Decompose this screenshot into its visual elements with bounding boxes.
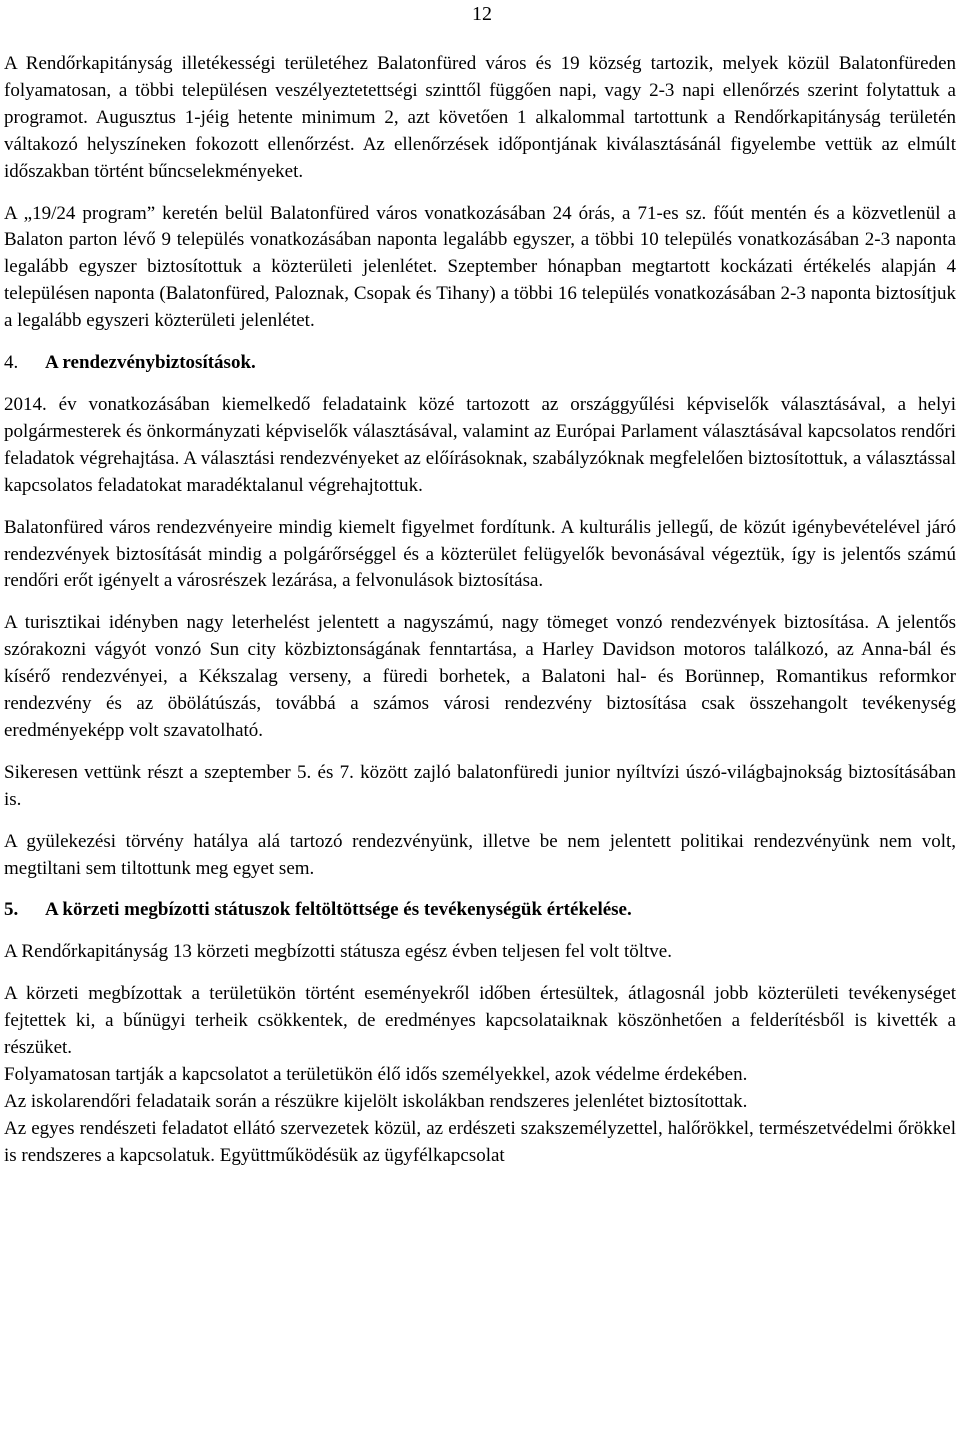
paragraph-19-24-program: A „19/24 program” keretén belül Balatonfüred város vonatkozásában 24 órás, a 71-es sz. főút mentén és a közvetlenül a Balaton parton lévő 9 település vonatkozásában naponta legalább egyszer, a többi 10 település vonatkozásában 2-3 naponta legalább egyszer biztosítottuk a közterületi jelenlétet. Szeptember hónapban megtartott kockázati értékelés alapján 4 településen naponta (Balatonfüred, Paloznak, Csopak és Tihany) a többi 16 település vonatkozásában 2-3 naponta biztosítjuk a legalább egyszeri közterületi jelenlétet. — [4, 202, 956, 332]
section-title: A körzeti megbízotti státuszok feltöltöttsége és tevékenységük értékelése. — [45, 899, 632, 921]
section-heading-5 — [4, 897, 956, 924]
section-number: 4. — [4, 352, 19, 374]
section-number: 5. — [4, 899, 19, 921]
page-number: 12 — [472, 3, 492, 25]
document-body — [4, 51, 956, 1170]
paragraph-district-officers: A körzeti megbízottak a területükön történt eseményekről időben értesültek, átlagosnál jobb közterületi tevékenységet fejtettek ki, a bűnügyi terheik csökkentek, de eredményes kapcsolataiknak köszönhetően a felderítésből is kivették a részüket. — [4, 983, 956, 1059]
paragraph-assembly-law: A gyülekezési törvény hatálya alá tartozó rendezvényünk, illetve be nem jelentett politikai rendezvényünk nem volt, megtiltani sem tiltottunk meg egyet sem. — [4, 830, 956, 879]
paragraph-elderly-contact: Folyamatosan tartják a kapcsolatot a területükön élő idős személyekkel, azok védelme érdekében. — [4, 1064, 748, 1085]
section-title: A rendezvénybiztosítások. — [45, 352, 256, 374]
paragraph-program: A Rendőrkapitányság illetékességi területéhez Balatonfüred város és 19 község tartozik, melyek közül Balatonfüreden folyamatosan, a többi településen veszélyeztetettségi szinttől függően napi, vagy 2-3 napi ellenőrzés szerint folytattuk a programot. Augusztus 1-jéig hetente minimum 2, azt követően 1 alkalommal tartottunk a Rendőrkapitányság területén váltakozó helyszíneken fokozott ellenőrzést. Az ellenőrzések időpontjának kiválasztásánál figyelembe vettük az elmúlt időszakban történt bűncselekményeket. — [4, 53, 956, 182]
paragraph-city-events: Balatonfüred város rendezvényeire mindig kiemelt figyelmet fordítunk. A kulturális jellegű, de közút igénybevételével járó rendezvények biztosítását mindig a polgárőrséggel és a közterület felügyelők bevonásával végeztük, így is jelentős számú rendőri erőt igényelt a városrészek lezárása, a felvonulások biztosítása. — [4, 516, 956, 592]
paragraph-swimming-championship: Sikeresen vettünk részt a szeptember 5. és 7. között zajló balatonfüredi junior nyíltvízi úszó-világbajnokság biztosításában is. — [4, 761, 956, 810]
paragraph-tourist-season: A turisztikai idényben nagy leterhelést jelentett a nagyszámú, nagy tömeget vonzó rendezvények biztosítása. A jelentős szórakozni vágyót vonzó Sun city közbiztonságának fenntartása, a Harley Davidson motoros találkozó, az Anna-bál és kísérő rendezvényei, a Kékszalag verseny, a füredi borhetek, a Balatoni hal- és Borünnep, Romantikus reformkor rendezvény és az öbölátúszás, továbbá a számos városi rendezvény biztosítása csak összehangolt tevékenység eredményeképp volt szavatolható. — [4, 612, 956, 741]
paragraph-cooperation: Az egyes rendészeti feladatot ellátó szervezetek közül, az erdészeti szakszemélyzettel, halőrökkel, természetvédelmi őrökkel is rendszeres a kapcsolatuk. Együttműködésük az ügyfélkapcsolat — [4, 1117, 956, 1166]
paragraph-school-police: Az iskolarendőri feladataik során a részükre kijelölt iskolákban rendszeres jelenlétet biztosítottak. — [4, 1090, 748, 1112]
paragraph-status: A Rendőrkapitányság 13 körzeti megbízotti státusza egész évben teljesen fel volt töltve. — [4, 941, 672, 963]
section-heading-4 — [4, 350, 956, 377]
paragraph-elections: 2014. év vonatkozásában kiemelkedő feladataink közé tartozott az országgyűlési képviselők választásával, a helyi polgármesterek és önkormányzati képviselők választásával, valamint az Európai Parlament választásával kapcsolatos rendőri feladatok végrehajtása. A választási rendezvényeket az előírásoknak, szabályzóknak megfelelően biztosítottuk, a választással kapcsolatos feladatokat maradéktalanul végrehajtottuk. — [4, 393, 956, 496]
